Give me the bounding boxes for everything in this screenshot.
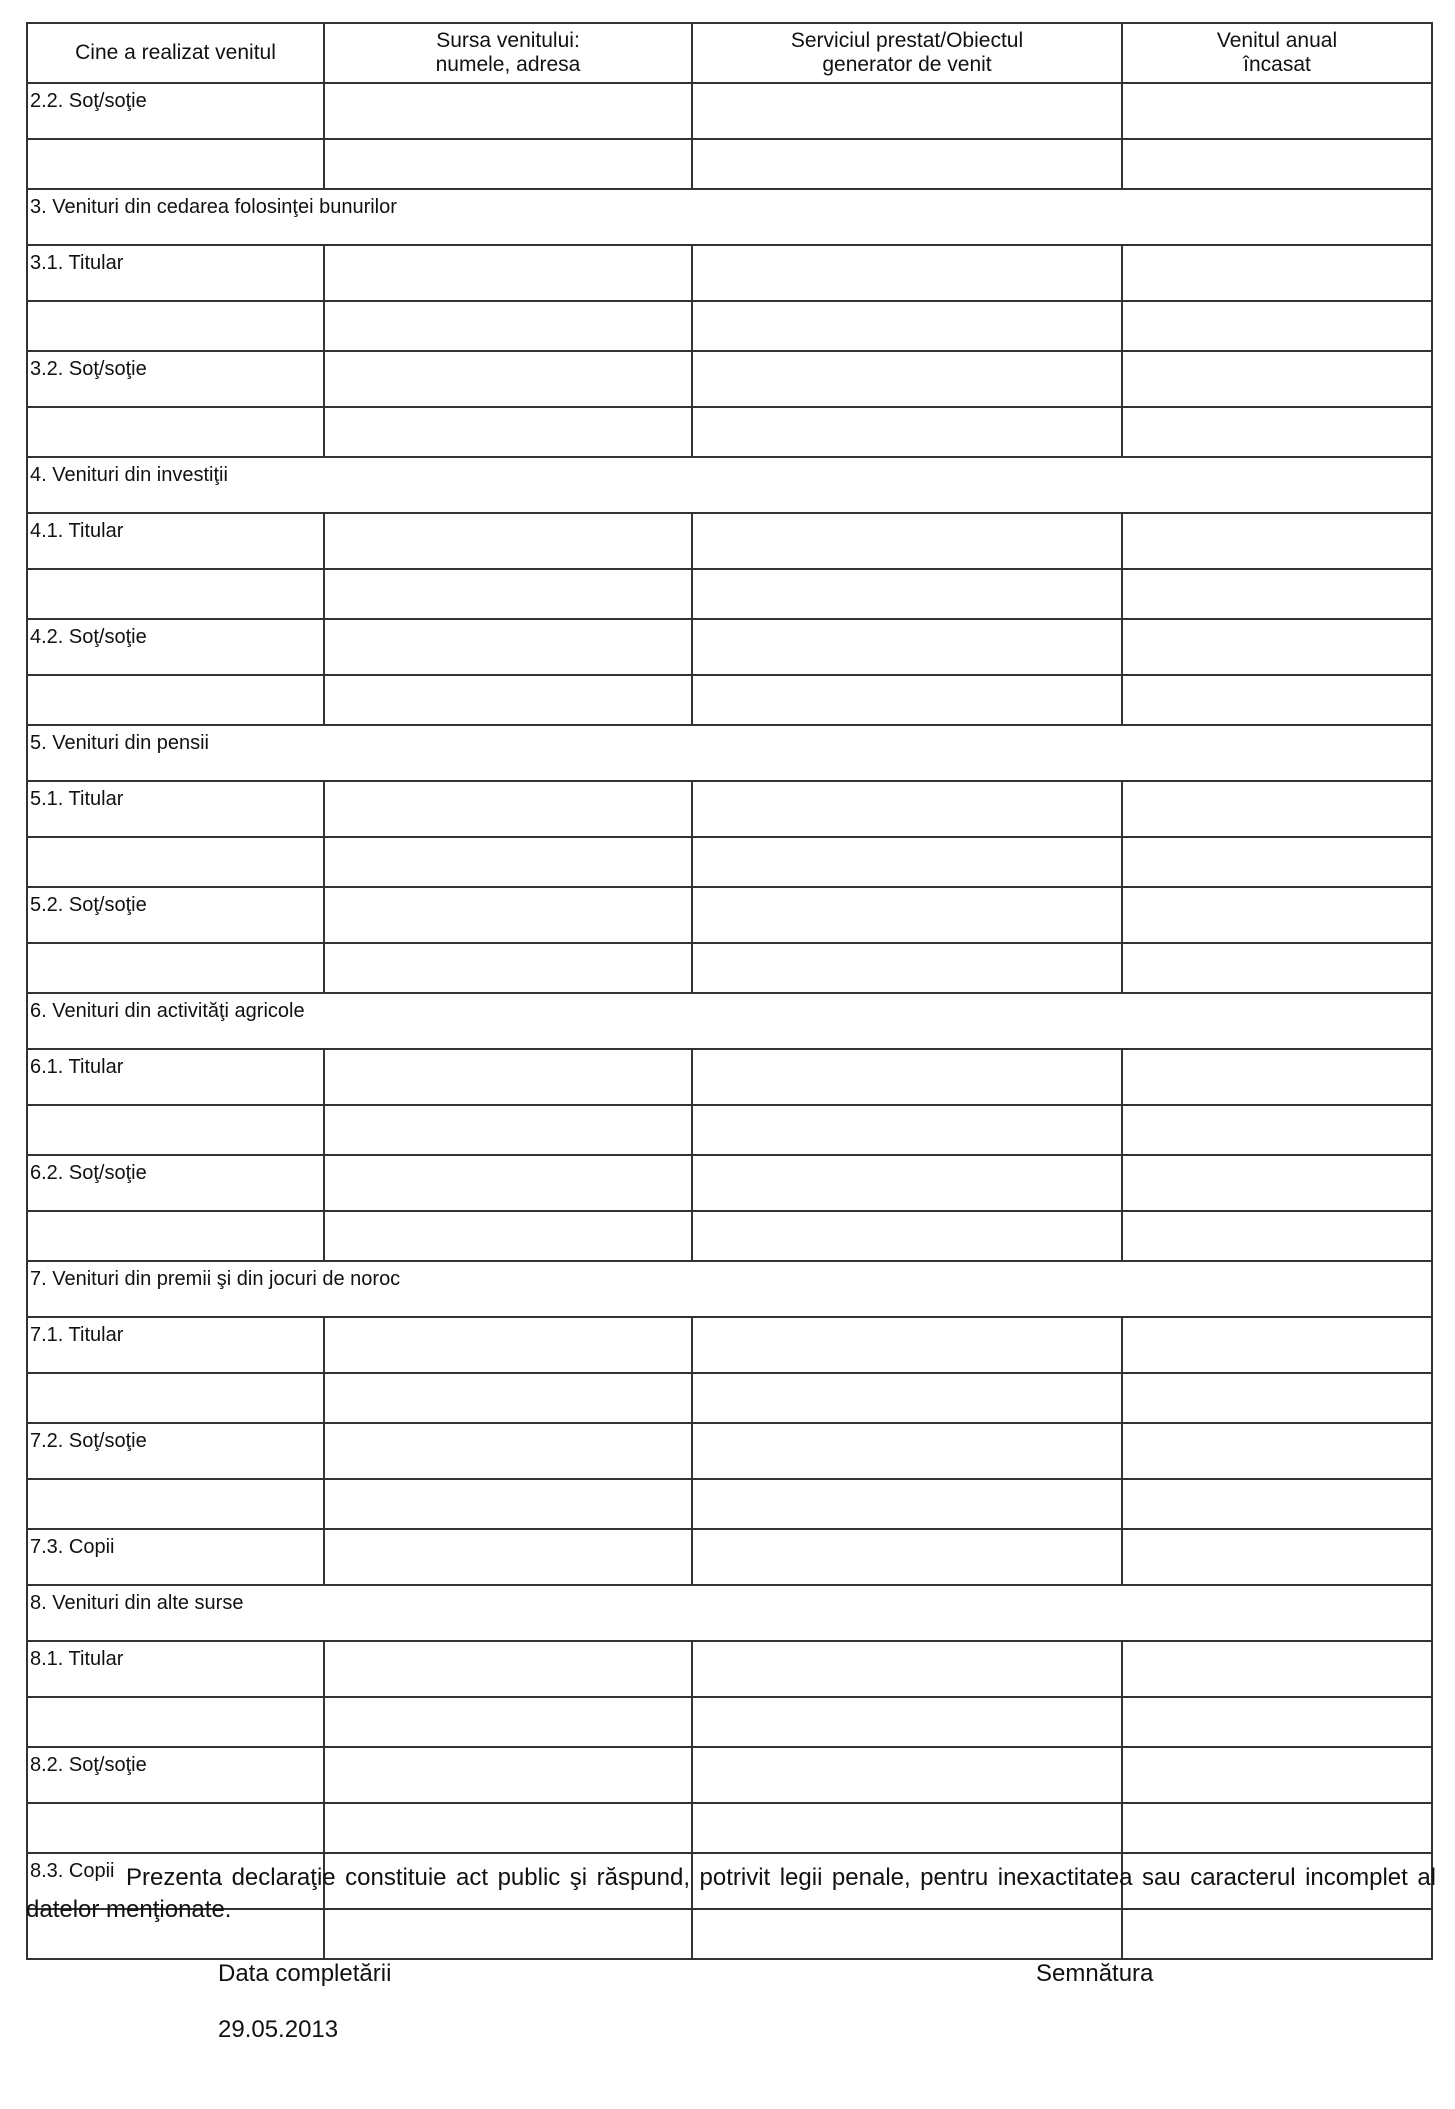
source-cell[interactable]	[324, 1803, 692, 1853]
table-row	[27, 569, 1432, 619]
source-cell[interactable]	[324, 1317, 692, 1373]
source-cell[interactable]	[324, 943, 692, 993]
service-cell[interactable]	[692, 781, 1122, 837]
service-cell[interactable]	[692, 83, 1122, 139]
section-title: 6. Venituri din activităţi agricole	[27, 993, 1432, 1049]
source-cell[interactable]	[324, 1529, 692, 1585]
source-cell[interactable]	[324, 837, 692, 887]
source-cell[interactable]	[324, 569, 692, 619]
table-row	[27, 1049, 1432, 1105]
income-cell[interactable]	[1122, 1317, 1432, 1373]
row-label-empty	[27, 407, 324, 457]
source-cell[interactable]	[324, 619, 692, 675]
row-label-empty	[27, 1211, 324, 1261]
signature-label: Semnătura	[1036, 1960, 1154, 1987]
table-row	[27, 675, 1432, 725]
header-income-line2: încasat	[1243, 53, 1311, 76]
income-cell[interactable]	[1122, 407, 1432, 457]
table-row	[27, 139, 1432, 189]
service-cell[interactable]	[692, 245, 1122, 301]
income-cell[interactable]	[1122, 943, 1432, 993]
service-cell[interactable]	[692, 139, 1122, 189]
income-cell[interactable]	[1122, 781, 1432, 837]
table-row	[27, 1423, 1432, 1479]
header-income-line1: Venitul anual	[1216, 29, 1338, 52]
source-cell[interactable]	[324, 1049, 692, 1105]
service-cell[interactable]	[692, 301, 1122, 351]
date-value: 29.05.2013	[218, 2016, 339, 2043]
table-row	[27, 301, 1432, 351]
table-row	[27, 1211, 1432, 1261]
income-cell[interactable]	[1122, 83, 1432, 139]
table-row	[27, 351, 1432, 407]
income-cell[interactable]	[1122, 1697, 1432, 1747]
row-label-empty	[27, 1105, 324, 1155]
source-cell[interactable]	[324, 1105, 692, 1155]
row-label: 8.3. Copii	[27, 1853, 324, 1909]
row-label-empty	[27, 837, 324, 887]
table-row	[27, 513, 1432, 569]
income-cell[interactable]	[1122, 1155, 1432, 1211]
income-table	[26, 22, 1433, 1960]
table-row	[27, 245, 1432, 301]
source-cell[interactable]	[324, 887, 692, 943]
row-label: 8.1. Titular	[27, 1641, 324, 1697]
income-cell[interactable]	[1122, 569, 1432, 619]
income-cell[interactable]	[1122, 1373, 1432, 1423]
income-cell[interactable]	[1122, 887, 1432, 943]
service-cell[interactable]	[692, 1105, 1122, 1155]
row-label-empty	[27, 139, 324, 189]
service-cell[interactable]	[692, 1479, 1122, 1529]
source-cell[interactable]	[324, 1641, 692, 1697]
row-label-empty	[27, 1479, 324, 1529]
service-cell[interactable]	[692, 1155, 1122, 1211]
row-label: 5.2. Soţ/soţie	[27, 887, 324, 943]
service-cell[interactable]	[692, 1049, 1122, 1105]
service-cell[interactable]	[692, 1317, 1122, 1373]
income-cell[interactable]	[1122, 1211, 1432, 1261]
row-label-empty	[27, 943, 324, 993]
section-row	[27, 457, 1432, 513]
source-cell[interactable]	[324, 301, 692, 351]
service-cell[interactable]	[692, 407, 1122, 457]
source-cell[interactable]	[324, 1747, 692, 1803]
source-cell[interactable]	[324, 1697, 692, 1747]
header-service	[692, 23, 1122, 83]
row-label: 7.1. Titular	[27, 1317, 324, 1373]
income-cell[interactable]	[1122, 675, 1432, 725]
section-title: 7. Venituri din premii şi din jocuri de noroc	[27, 1261, 1432, 1317]
row-label: 4.2. Soţ/soţie	[27, 619, 324, 675]
header-income	[1122, 23, 1432, 83]
source-cell[interactable]	[324, 675, 692, 725]
income-cell[interactable]	[1122, 301, 1432, 351]
table-row	[27, 1641, 1432, 1697]
source-cell[interactable]	[324, 513, 692, 569]
source-cell[interactable]	[324, 83, 692, 139]
section-row	[27, 725, 1432, 781]
section-title: 4. Venituri din investiţii	[27, 457, 1432, 513]
income-cell[interactable]	[1122, 1529, 1432, 1585]
source-cell[interactable]	[324, 351, 692, 407]
section-row	[27, 1585, 1432, 1641]
date-label: Data completării	[218, 1960, 392, 1987]
row-label-empty	[27, 675, 324, 725]
section-row	[27, 1261, 1432, 1317]
source-cell[interactable]	[324, 1423, 692, 1479]
source-cell[interactable]	[324, 1211, 692, 1261]
income-cell[interactable]	[1122, 1641, 1432, 1697]
source-cell[interactable]	[324, 781, 692, 837]
service-cell[interactable]	[692, 1803, 1122, 1853]
table-row	[27, 781, 1432, 837]
row-label-empty	[27, 301, 324, 351]
source-cell[interactable]	[324, 407, 692, 457]
service-cell[interactable]	[692, 837, 1122, 887]
row-label: 7.2. Soţ/soţie	[27, 1423, 324, 1479]
row-label: 3.1. Titular	[27, 245, 324, 301]
header-who-text: Cine a realizat venitul	[75, 41, 276, 64]
income-cell[interactable]	[1122, 139, 1432, 189]
row-label: 5.1. Titular	[27, 781, 324, 837]
service-cell[interactable]	[692, 1211, 1122, 1261]
header-source-line1: Sursa venitului:	[436, 29, 580, 52]
header-service-line1: Serviciul prestat/Obiectul	[790, 29, 1024, 52]
section-title: 8. Venituri din alte surse	[27, 1585, 1432, 1641]
table-row	[27, 837, 1432, 887]
service-cell[interactable]	[692, 1423, 1122, 1479]
row-label: 7.3. Copii	[27, 1529, 324, 1585]
row-label: 3.2. Soţ/soţie	[27, 351, 324, 407]
table-row	[27, 1529, 1432, 1585]
service-cell[interactable]	[692, 1697, 1122, 1747]
table-row	[27, 1697, 1432, 1747]
source-cell[interactable]	[324, 1155, 692, 1211]
income-cell[interactable]	[1122, 837, 1432, 887]
row-label: 4.1. Titular	[27, 513, 324, 569]
service-cell[interactable]	[692, 1529, 1122, 1585]
row-label-empty	[27, 1697, 324, 1747]
row-label-empty	[27, 1803, 324, 1853]
income-cell[interactable]	[1122, 1049, 1432, 1105]
service-cell[interactable]	[692, 569, 1122, 619]
table-row	[27, 943, 1432, 993]
service-cell[interactable]	[692, 943, 1122, 993]
table-row	[27, 1155, 1432, 1211]
income-cell[interactable]	[1122, 1423, 1432, 1479]
table-header-row	[27, 23, 1432, 83]
section-row	[27, 993, 1432, 1049]
service-cell[interactable]	[692, 887, 1122, 943]
income-cell[interactable]	[1122, 1747, 1432, 1803]
table-row	[27, 1747, 1432, 1803]
income-cell[interactable]	[1122, 351, 1432, 407]
service-cell[interactable]	[692, 351, 1122, 407]
source-cell[interactable]	[324, 245, 692, 301]
section-row	[27, 189, 1432, 245]
table-row	[27, 619, 1432, 675]
income-cell[interactable]	[1122, 513, 1432, 569]
income-cell[interactable]	[1122, 619, 1432, 675]
row-label: 6.1. Titular	[27, 1049, 324, 1105]
service-cell[interactable]	[692, 1373, 1122, 1423]
table-row	[27, 1317, 1432, 1373]
section-title: 3. Venituri din cedarea folosinţei bunurilor	[27, 189, 1432, 245]
source-cell[interactable]	[324, 1373, 692, 1423]
row-label: 6.2. Soţ/soţie	[27, 1155, 324, 1211]
table-row	[27, 83, 1432, 139]
table-row	[27, 1479, 1432, 1529]
service-cell[interactable]	[692, 675, 1122, 725]
service-cell[interactable]	[692, 513, 1122, 569]
income-cell[interactable]	[1122, 1105, 1432, 1155]
table-row	[27, 887, 1432, 943]
table-row	[27, 407, 1432, 457]
row-label-empty	[27, 1373, 324, 1423]
row-label: 8.2. Soţ/soţie	[27, 1747, 324, 1803]
declaration-statement: Prezenta declaraţie constituie act public şi răspund, potrivit legii penale, pentru inexactitatea sau caracterul incomplet al datelor menţionate.	[26, 1864, 1436, 1923]
row-label: 2.2. Soţ/soţie	[27, 83, 324, 139]
header-source-line2: numele, adresa	[435, 53, 581, 76]
source-cell[interactable]	[324, 1479, 692, 1529]
header-who	[27, 23, 324, 83]
service-cell[interactable]	[692, 619, 1122, 675]
service-cell[interactable]	[692, 1747, 1122, 1803]
table-row	[27, 1105, 1432, 1155]
table-row	[27, 1373, 1432, 1423]
section-title: 5. Venituri din pensii	[27, 725, 1432, 781]
service-cell[interactable]	[692, 1641, 1122, 1697]
income-cell[interactable]	[1122, 1479, 1432, 1529]
income-cell[interactable]	[1122, 245, 1432, 301]
header-source	[324, 23, 692, 83]
income-cell[interactable]	[1122, 1803, 1432, 1853]
row-label-empty	[27, 569, 324, 619]
header-service-line2: generator de venit	[822, 53, 992, 76]
source-cell[interactable]	[324, 139, 692, 189]
table-row	[27, 1803, 1432, 1853]
